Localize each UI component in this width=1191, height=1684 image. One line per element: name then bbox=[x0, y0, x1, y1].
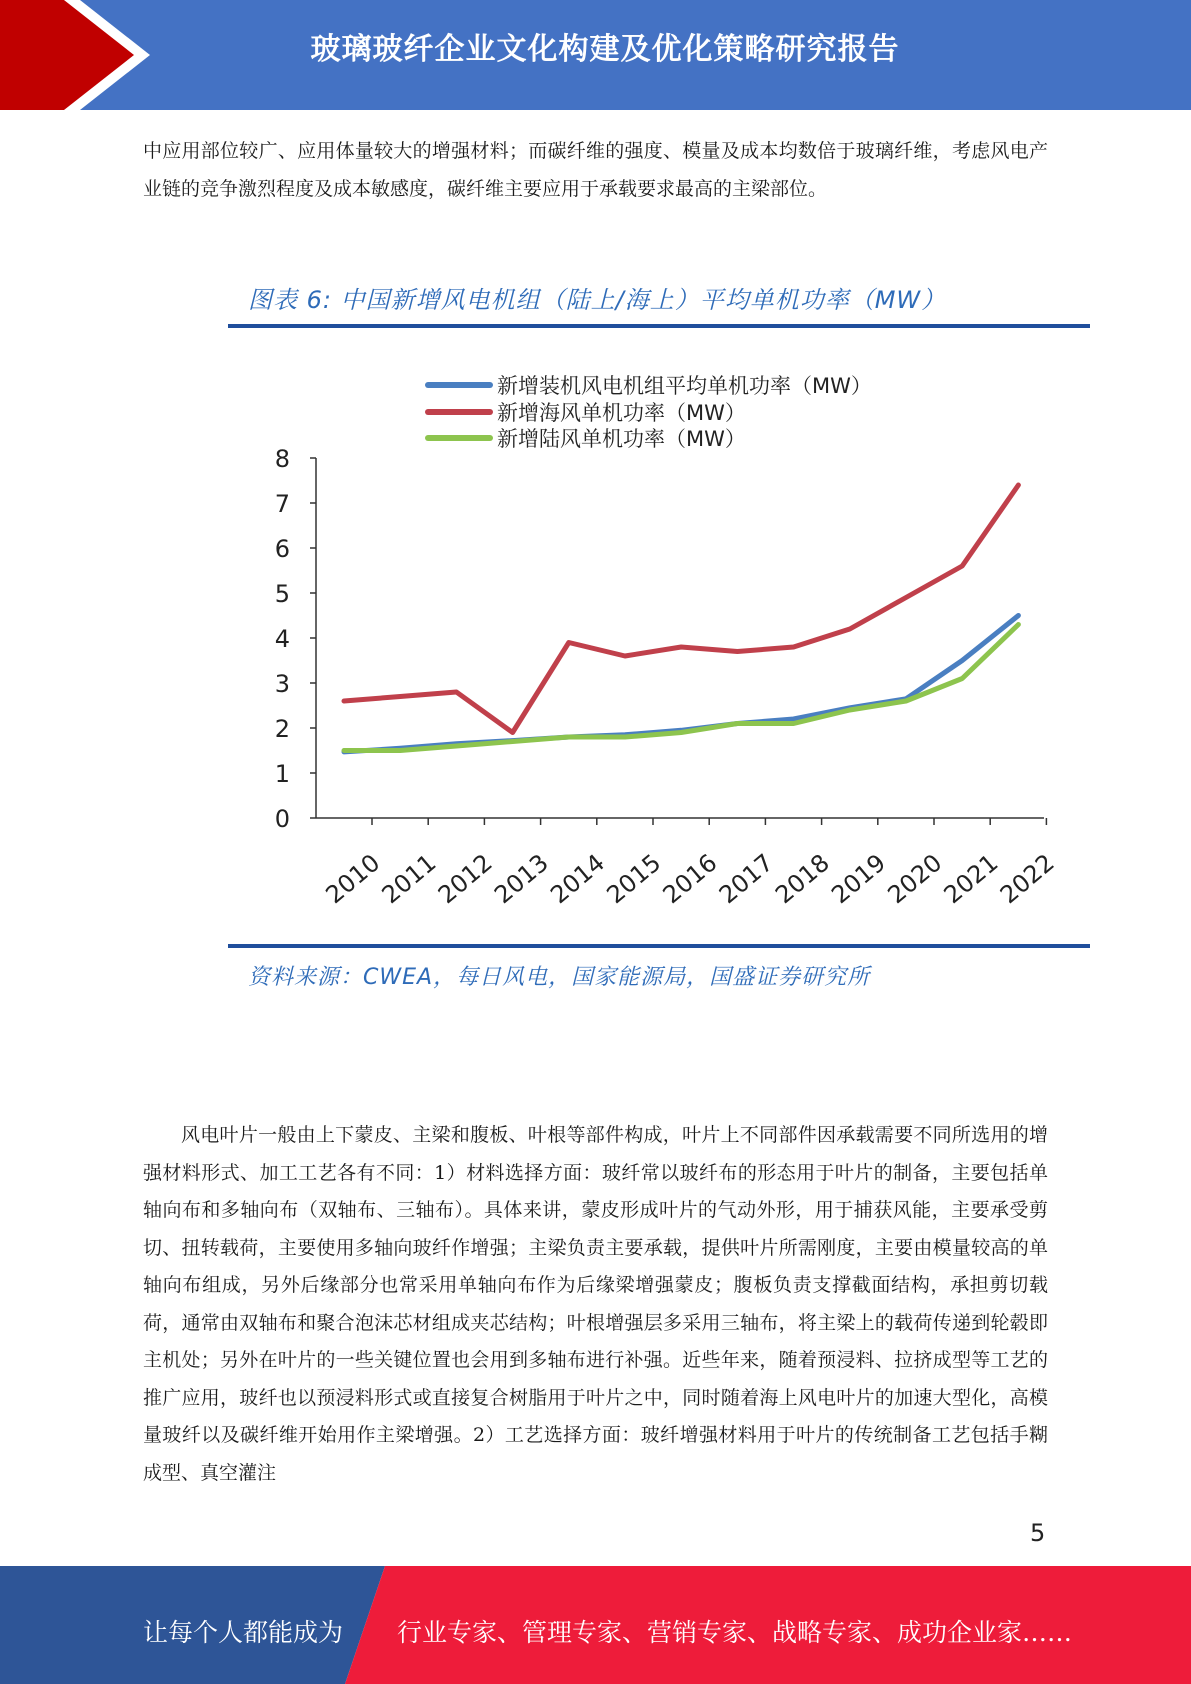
x-tick-label: 2012 bbox=[432, 848, 498, 910]
footer-right-text: 行业专家、管理专家、营销专家、战略专家、成功企业家…… bbox=[397, 1618, 1073, 1647]
legend-label-2: 新增海风单机功率（MW） bbox=[497, 401, 746, 425]
y-tick-label: 5 bbox=[274, 580, 290, 608]
legend-label-1: 新增装机风电机组平均单机功率（MW） bbox=[497, 374, 872, 398]
x-tick-label: 2015 bbox=[601, 848, 667, 910]
y-tick-label: 8 bbox=[274, 445, 290, 473]
series-line-3 bbox=[344, 625, 1018, 751]
x-tick-label: 2020 bbox=[882, 848, 948, 910]
page-number: 5 bbox=[1030, 1519, 1046, 1547]
figure-bottom-rule bbox=[228, 944, 1090, 948]
y-tick-label: 3 bbox=[274, 670, 290, 698]
x-tick-label: 2022 bbox=[994, 848, 1060, 910]
x-tick-label: 2013 bbox=[489, 848, 554, 910]
x-tick-label: 2014 bbox=[545, 848, 611, 910]
y-tick-label: 2 bbox=[274, 715, 290, 743]
x-tick-label: 2011 bbox=[376, 848, 442, 910]
y-tick-label: 0 bbox=[274, 805, 290, 833]
x-tick-label: 2016 bbox=[657, 848, 723, 910]
footer-left-text: 让每个人都能成为 bbox=[143, 1618, 344, 1647]
x-tick-label: 2019 bbox=[826, 848, 892, 910]
chart-series bbox=[344, 485, 1018, 752]
figure-title: 图表 6: 中国新增风电机组（陆上/海上）平均单机功率（MW） bbox=[248, 286, 947, 314]
x-tick-label: 2018 bbox=[770, 848, 835, 910]
x-tick-label: 2017 bbox=[713, 848, 779, 910]
paragraph-main: 风电叶片一般由上下蒙皮、主梁和腹板、叶根等部件构成，叶片上不同部件因承载需要不同所选用的增强材料形式、加工工艺各有不同：1）材料选择方面：玻纤常以玻纤布的形态用于叶片的制备，主要包括单轴向布和多轴向布（双轴布、三轴布）。具体来讲，蒙皮形成叶片的气动外形，用于捕获风能，主要承受剪切、扭转载荷，主要使用多轴向玻纤作增强；主梁负责主要承载，提供叶片所需刚度，主要由模量较高的单轴向布组成，另外后缘部分也常采用单轴向布作为后缘梁增强蒙皮；腹板负责支撑截面结构，承担剪切载荷，通常由双轴布和聚合泡沫芯材组成夹芯结构；叶根增强层多采用三轴布，将主梁上的载荷传递到轮毂即主机处；另外在叶片的一些关键位置也会用到多轴布进行补强。近些年来，随着预浸料、拉挤成型等工艺的推广应用，玻纤也以预浸料形式或直接复合树脂用于叶片之中，同时随着海上风电叶片的加速大型化，高模量玻纤以及碳纤维开始用作主梁增强。2）工艺选择方面：玻纤增强材料用于叶片的传统制备工艺包括手糊成型、真空灌注 bbox=[143, 1124, 1048, 1484]
y-tick-label: 6 bbox=[274, 535, 290, 563]
x-tick-label: 2021 bbox=[938, 848, 1004, 910]
y-tick-label: 7 bbox=[274, 490, 290, 518]
chart-legend bbox=[428, 374, 872, 451]
y-tick-label: 4 bbox=[274, 625, 290, 653]
x-tick-label: 2010 bbox=[320, 848, 386, 910]
header-title: 玻璃玻纤企业文化构建及优化策略研究报告 bbox=[310, 32, 900, 67]
paragraph-top: 中应用部位较广、应用体量较大的增强材料；而碳纤维的强度、模量及成本均数倍于玻璃纤维，考虑风电产业链的竞争激烈程度及成本敏感度，碳纤维主要应用于承载要求最高的主梁部位。 bbox=[143, 140, 1048, 200]
figure-source: 资料来源：CWEA，每日风电，国家能源局，国盛证券研究所 bbox=[248, 965, 871, 990]
legend-label-3: 新增陆风单机功率（MW） bbox=[497, 427, 746, 451]
y-tick-label: 1 bbox=[274, 760, 290, 788]
